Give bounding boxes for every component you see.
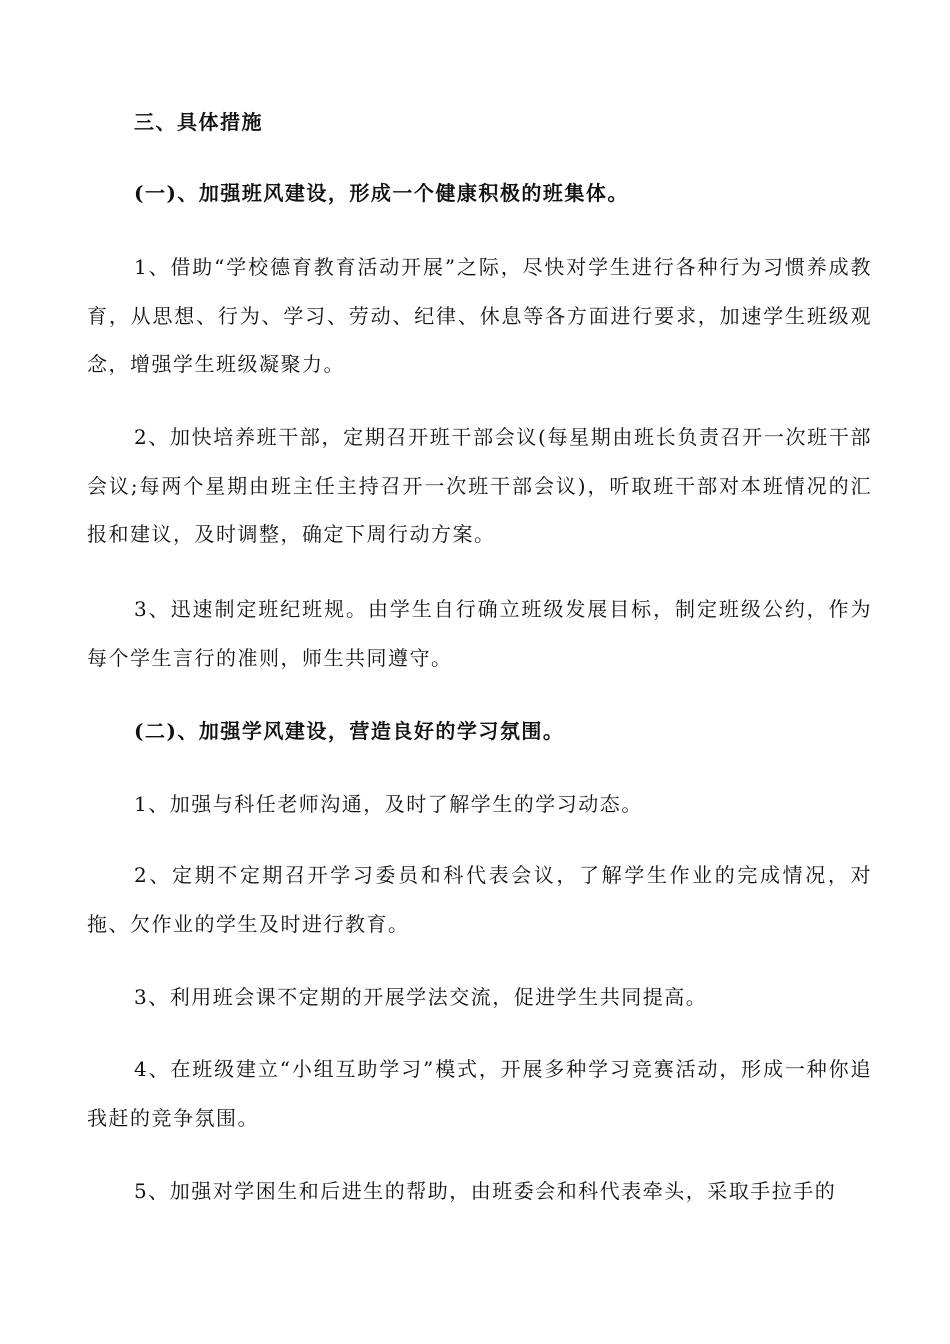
paragraph-2-3: 3、利用班会课不定期的开展学法交流，促进学生共同提高。 (134, 985, 708, 1009)
subsection-heading-2: (二)、加强学风建设，营造良好的学习氛围。 (134, 719, 565, 743)
paragraph-2-5: 5、加强对学困生和后进生的帮助，由班委会和科代表牵头，采取手拉手的 (134, 1179, 837, 1203)
paragraph-2-2: 2、定期不定期召开学习委员和科代表会议，了解学生作业的完成情况，对拖、欠作业的学生及时进行教育。 (87, 863, 872, 936)
paragraph-2-4: 4、在班级建立“小组互助学习”模式，开展多种学习竞赛活动，形成一种你追我赶的竞争氛围。 (87, 1057, 872, 1130)
subsection-heading-1: (一)、加强班风建设，形成一个健康积极的班集体。 (134, 181, 629, 205)
section-title: 三、具体措施 (134, 110, 263, 134)
paragraph-1-2: 2、加快培养班干部，定期召开班干部会议(每星期由班长负责召开一次班干部会议;每两个星期由班主任主持召开一次班干部会议)，听取班干部对本班情况的汇报和建议，及时调整，确定下周行动方案。 (87, 425, 872, 546)
paragraph-2-1: 1、加强与科任老师沟通，及时了解学生的学习动态。 (134, 792, 643, 816)
paragraph-1-1: 1、借助“学校德育教育活动开展”之际，尽快对学生进行各种行为习惯养成教育，从思想、行为、学习、劳动、纪律、休息等各方面进行要求，加速学生班级观念，增强学生班级凝聚力。 (87, 255, 872, 376)
paragraph-1-3: 3、迅速制定班纪班规。由学生自行确立班级发展目标，制定班级公约，作为每个学生言行的准则，师生共同遵守。 (87, 597, 872, 670)
